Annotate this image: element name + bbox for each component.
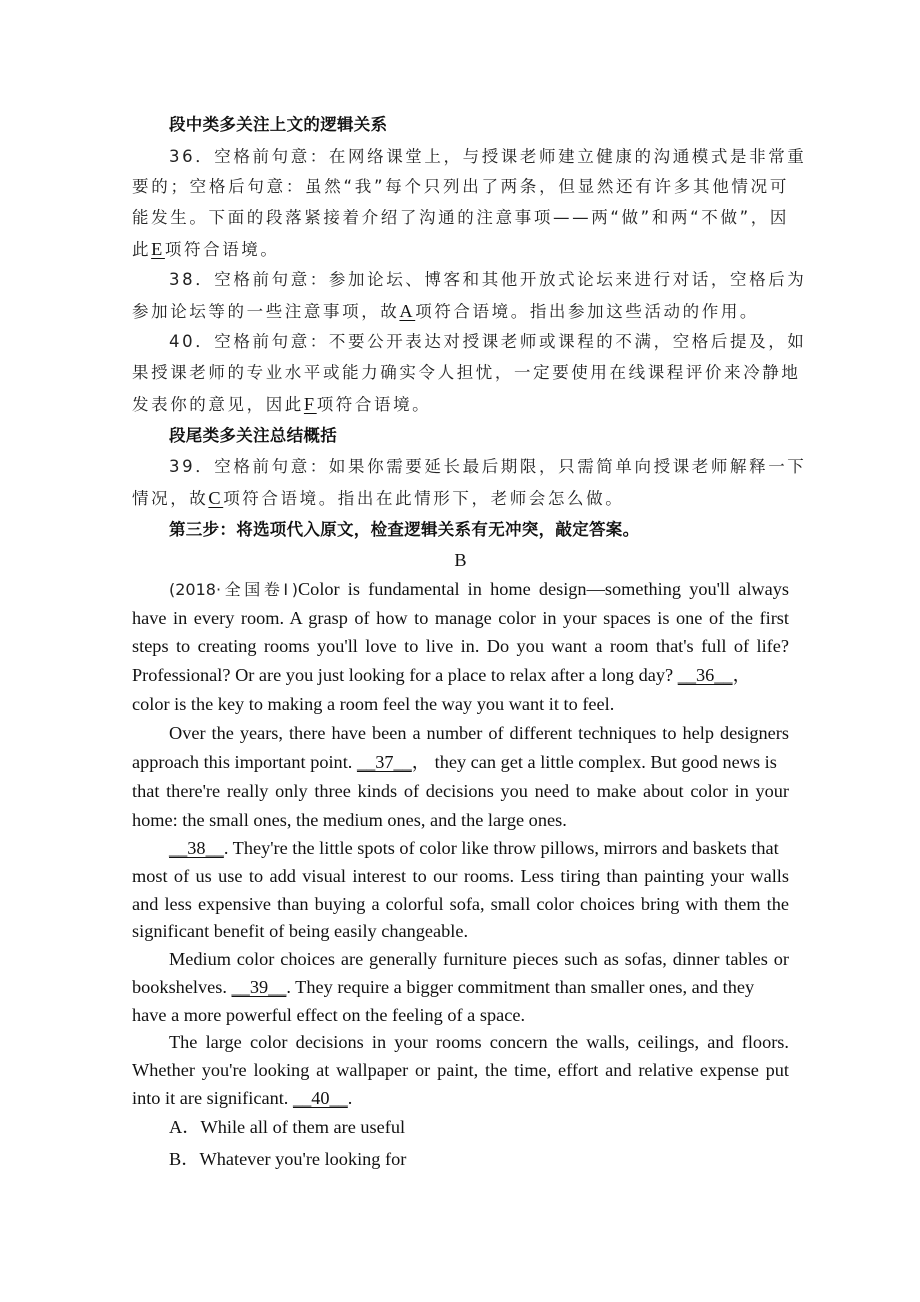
q38-answer: A [399, 301, 416, 321]
q39-line-2 [132, 484, 624, 513]
p4-line-1: Medium color choices are generally furniture pieces such as sofas, dinner tables or [169, 949, 789, 969]
step-three: 第三步：将选项代入原文，检查逻辑关系有无冲突，敲定答案。 [169, 520, 640, 539]
p2-line-2 [132, 748, 777, 776]
q40-line-1: 40．空格前句意：不要公开表达对授课老师或课程的不满，空格后提及，如 [169, 332, 807, 351]
p3-line-1-text: . They're the little spots of color like throw pillows, mirrors and baskets that [223, 838, 779, 858]
p5-line-3-text: into it are significant. [132, 1088, 289, 1108]
q36-line-1: 36．空格前句意：在网络课堂上，与授课老师建立健康的沟通模式是非常重 [169, 147, 807, 166]
p2-line-4: home: the small ones, the medium ones, and the large ones. [132, 810, 567, 830]
heading-end: 段尾类多关注总结概括 [169, 426, 337, 445]
q40-suffix: 项符合语境。 [316, 395, 432, 414]
p1-line-3: steps to creating rooms you'll love to live in. Do you want a room that's full of life? [132, 636, 789, 656]
q38-prefix: 参加论坛等的一些注意事项，故 [132, 302, 400, 321]
option-b-text: Whatever you're looking for [199, 1149, 407, 1169]
option-a-text: While all of them are useful [200, 1117, 406, 1137]
q36-answer: E [151, 239, 165, 259]
q38-line-1: 38．空格前句意：参加论坛、博客和其他开放式论坛来进行对话，空格后为 [169, 270, 807, 289]
q36-line-3: 能发生。下面的段落紧接着介绍了沟通的注意事项——两“做”和两“不做”，因 [132, 208, 789, 227]
q36-line-4 [132, 235, 280, 264]
option-a-label: A． [169, 1117, 201, 1137]
p1-line-5: color is the key to making a room feel the way you want it to feel. [132, 694, 615, 714]
p3-line-1 [132, 834, 779, 862]
p1-line-4 [132, 661, 751, 689]
blank-39: __39__ [231, 977, 287, 997]
section-label: B [454, 550, 467, 570]
p3-line-4: significant benefit of being easily changeable. [132, 921, 469, 941]
p1-line-4-suffix: ， [732, 665, 751, 685]
q40-answer: F [303, 394, 317, 414]
p5-line-1: The large color decisions in your rooms concern the walls, ceilings, and floors. [169, 1032, 789, 1052]
q36-line-2: 要的；空格后句意：虽然“我”每个只列出了两条，但显然还有许多其他情况可 [132, 177, 789, 196]
option-a [132, 1113, 405, 1141]
q38-suffix: 项符合语境。指出参加这些活动的作用。 [415, 302, 760, 321]
p1-line-1 [132, 575, 789, 604]
blank-37: __37__ [356, 752, 412, 772]
blank-36: __36__ [677, 665, 733, 685]
p4-line-2-suffix: . They require a bigger commitment than smaller ones, and they [286, 977, 755, 997]
q39-prefix: 情况，故 [132, 489, 209, 508]
q40-line-3 [132, 390, 431, 419]
q36-suffix: 项符合语境。 [164, 240, 280, 259]
p2-line-2-text: approach this important point. [132, 752, 353, 772]
p4-line-2-text: bookshelves. [132, 977, 227, 997]
p4-line-3: have a more powerful effect on the feeling of a space. [132, 1005, 526, 1025]
p1-line-4-text: Professional? Or are you just looking for a place to relax after a long day? [132, 665, 674, 685]
blank-38: __38__ [169, 838, 224, 858]
p2-line-3: that there're really only three kinds of decisions you need to make about color in your [132, 781, 789, 801]
p4-line-2 [132, 973, 754, 1001]
q38-line-2 [132, 297, 759, 326]
q40-line-2: 果授课老师的专业水平或能力确实令人担忧，一定要使用在线课程评价来冷静地 [132, 363, 801, 382]
q39-suffix: 项符合语境。指出在此情形下，老师会怎么做。 [223, 489, 625, 508]
p3-line-2: most of us use to add visual interest to our rooms. Less tiring than painting your walls [132, 866, 789, 886]
q39-line-1: 39．空格前句意：如果你需要延长最后期限，只需简单向授课老师解释一下 [169, 457, 807, 476]
p2-line-2-suffix: ， they can get a little complex. But good news is [411, 752, 777, 772]
source-tag: (2018·全国卷Ⅰ) [169, 580, 298, 599]
p1-line-1-text: Color is fundamental in home design—something you'll always [297, 579, 789, 599]
p3-line-3: and less expensive than buying a colorful sofa, small color choices bring with them the [132, 894, 789, 914]
p5-line-3-suffix: . [347, 1088, 353, 1108]
heading-middle: 段中类多关注上文的逻辑关系 [169, 115, 388, 134]
p1-line-2: have in every room. A grasp of how to manage color in your spaces is one of the first [132, 608, 789, 628]
q40-prefix: 发表你的意见，因此 [132, 395, 304, 414]
blank-40: __40__ [292, 1088, 348, 1108]
option-b-label: B． [169, 1149, 200, 1169]
q39-answer: C [208, 488, 224, 508]
p5-line-2: Whether you're looking at wallpaper or paint, the time, effort and relative expense put [132, 1060, 789, 1080]
q36-prefix: 此 [132, 240, 152, 259]
option-b [132, 1145, 406, 1173]
p2-line-1: Over the years, there have been a number of different techniques to help designers [169, 723, 789, 743]
p5-line-3 [132, 1084, 352, 1112]
